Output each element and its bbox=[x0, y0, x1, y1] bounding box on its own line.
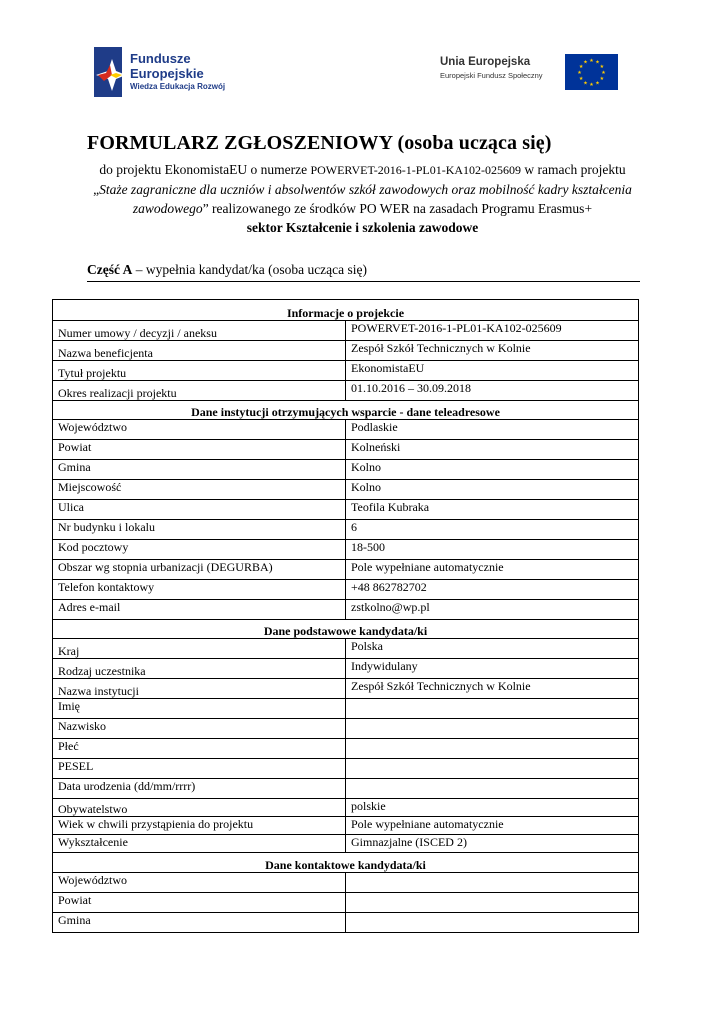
field-value[interactable]: Kolneński bbox=[346, 440, 639, 460]
field-value[interactable]: Pole wypełniane automatycznie bbox=[346, 560, 639, 580]
field-value[interactable] bbox=[346, 759, 639, 779]
section-a-label: Część A bbox=[87, 262, 133, 277]
table-row bbox=[53, 739, 639, 759]
field-value[interactable]: POWERVET-2016-1-PL01-KA102-025609 bbox=[346, 321, 639, 341]
fe-logo-text bbox=[130, 51, 225, 93]
section-a-text: wypełnia kandydat/ka (osoba ucząca się) bbox=[145, 262, 368, 277]
field-value[interactable] bbox=[346, 779, 639, 799]
field-value[interactable]: Kolno bbox=[346, 480, 639, 500]
field-value[interactable] bbox=[346, 739, 639, 759]
table-row bbox=[53, 600, 639, 620]
field-label: Nazwa instytucji bbox=[53, 679, 346, 699]
unia-europejska-logo bbox=[440, 52, 622, 92]
field-value[interactable] bbox=[346, 719, 639, 739]
field-value[interactable]: Teofila Kubraka bbox=[346, 500, 639, 520]
table-row bbox=[53, 560, 639, 580]
field-value[interactable]: zstkolno@wp.pl bbox=[346, 600, 639, 620]
field-value[interactable]: Kolno bbox=[346, 460, 639, 480]
project-number: POWERVET-2016-1-PL01-KA102-025609 bbox=[310, 163, 522, 177]
table-row bbox=[53, 381, 639, 401]
svg-text:★: ★ bbox=[595, 80, 600, 87]
svg-text:★: ★ bbox=[589, 58, 594, 64]
field-value[interactable]: EkonomistaEU bbox=[346, 361, 639, 381]
svg-text:★: ★ bbox=[595, 59, 600, 66]
svg-text:★: ★ bbox=[583, 80, 588, 87]
field-label: Nazwisko bbox=[53, 719, 346, 739]
candidate-basic-section-title: Dane podstawowe kandydata/ki bbox=[53, 620, 639, 639]
section-a-dash: – bbox=[132, 262, 146, 277]
field-value[interactable]: 01.10.2016 – 30.09.2018 bbox=[346, 381, 639, 401]
table-row bbox=[53, 361, 639, 381]
table-row bbox=[53, 719, 639, 739]
table-row bbox=[53, 520, 639, 540]
field-label: Wykształcenie bbox=[53, 835, 346, 853]
field-label: Województwo bbox=[53, 420, 346, 440]
field-label: Okres realizacji projektu bbox=[53, 381, 346, 401]
field-label: Data urodzenia (dd/mm/rrrr) bbox=[53, 779, 346, 799]
table-row bbox=[53, 659, 639, 679]
field-value[interactable] bbox=[346, 873, 639, 893]
field-value[interactable]: 18-500 bbox=[346, 540, 639, 560]
field-label: Imię bbox=[53, 699, 346, 719]
field-label: Gmina bbox=[53, 460, 346, 480]
eu-flag-icon bbox=[565, 54, 618, 90]
table-row bbox=[53, 913, 639, 933]
ue-line1: Unia Europejska bbox=[440, 56, 531, 68]
table-row bbox=[53, 460, 639, 480]
fe-line1: Fundusze bbox=[130, 51, 191, 66]
field-label: Wiek w chwili przystąpienia do projektu bbox=[53, 817, 346, 835]
field-value[interactable]: Gimnazjalne (ISCED 2) bbox=[346, 835, 639, 853]
field-value[interactable]: Pole wypełniane automatycznie bbox=[346, 817, 639, 835]
table-row bbox=[53, 873, 639, 893]
subtitle-part2: w ramach projektu bbox=[521, 162, 626, 177]
form-subtitle bbox=[80, 160, 645, 237]
field-label: Powiat bbox=[53, 440, 346, 460]
field-label: Obszar wg stopnia urbanizacji (DEGURBA) bbox=[53, 560, 346, 580]
field-value[interactable]: 6 bbox=[346, 520, 639, 540]
field-label: Województwo bbox=[53, 873, 346, 893]
svg-text:★: ★ bbox=[599, 64, 605, 70]
field-label: Adres e-mail bbox=[53, 600, 346, 620]
table-row bbox=[53, 759, 639, 779]
form-title: FORMULARZ ZGŁOSZENIOWY (osoba ucząca się) bbox=[87, 132, 552, 154]
field-value[interactable]: polskie bbox=[346, 799, 639, 817]
fe-line2: Europejskie bbox=[130, 66, 204, 81]
field-label: Telefon kontaktowy bbox=[53, 580, 346, 600]
subtitle-part3: ” realizowanego ze środków PO WER na zasadach Programu Erasmus+ bbox=[202, 201, 593, 216]
field-label: Ulica bbox=[53, 500, 346, 520]
field-label: Obywatelstwo bbox=[53, 799, 346, 817]
field-label: Nr budynku i lokalu bbox=[53, 520, 346, 540]
field-value[interactable] bbox=[346, 699, 639, 719]
table-row bbox=[53, 321, 639, 341]
field-label: Numer umowy / decyzji / aneksu bbox=[53, 321, 346, 341]
candidate-basic-section-header bbox=[53, 620, 639, 639]
field-label: Powiat bbox=[53, 893, 346, 913]
field-value[interactable] bbox=[346, 893, 639, 913]
table-row bbox=[53, 420, 639, 440]
section-a-heading bbox=[87, 262, 640, 282]
field-label: Rodzaj uczestnika bbox=[53, 659, 346, 679]
table-row bbox=[53, 540, 639, 560]
svg-text:★: ★ bbox=[599, 76, 605, 82]
field-value[interactable] bbox=[346, 913, 639, 933]
table-row bbox=[53, 699, 639, 719]
svg-text:★: ★ bbox=[601, 70, 606, 76]
candidate-contact-section-header bbox=[53, 853, 639, 873]
field-label: PESEL bbox=[53, 759, 346, 779]
field-label: Nazwa beneficjenta bbox=[53, 341, 346, 361]
field-value[interactable]: Polska bbox=[346, 639, 639, 659]
quote-open: „ bbox=[93, 182, 100, 197]
project-info-section-title: Informacje o projekcie bbox=[53, 300, 639, 321]
field-label: Kraj bbox=[53, 639, 346, 659]
form-table bbox=[52, 299, 639, 933]
table-row bbox=[53, 799, 639, 817]
institution-section-title: Dane instytucji otrzymujących wsparcie - dane teleadresowe bbox=[53, 401, 639, 420]
table-row bbox=[53, 679, 639, 699]
table-row bbox=[53, 480, 639, 500]
svg-text:★: ★ bbox=[589, 82, 594, 88]
candidate-contact-section-title: Dane kontaktowe kandydata/ki bbox=[53, 853, 639, 873]
fundusze-europejskie-logo bbox=[92, 45, 242, 99]
table-row bbox=[53, 779, 639, 799]
svg-text:★: ★ bbox=[578, 76, 584, 82]
svg-text:★: ★ bbox=[578, 64, 584, 70]
table-row bbox=[53, 440, 639, 460]
table-row bbox=[53, 817, 639, 835]
subtitle-part1: do projektu EkonomistaEU o numerze bbox=[99, 162, 311, 177]
field-label: Gmina bbox=[53, 913, 346, 933]
field-value[interactable]: Indywidulany bbox=[346, 659, 639, 679]
svg-text:★: ★ bbox=[583, 59, 588, 66]
field-label: Kod pocztowy bbox=[53, 540, 346, 560]
fe-line3: Wiedza Edukacja Rozwój bbox=[130, 82, 226, 91]
project-info-section-header bbox=[53, 300, 639, 321]
field-value[interactable]: Zespół Szkół Technicznych w Kolnie bbox=[346, 679, 639, 699]
ue-line2: Europejski Fundusz Społeczny bbox=[440, 71, 543, 80]
field-label: Płeć bbox=[53, 739, 346, 759]
ue-logo-text bbox=[440, 55, 543, 82]
table-row bbox=[53, 893, 639, 913]
fe-star-icon bbox=[92, 45, 128, 99]
field-label: Tytuł projektu bbox=[53, 361, 346, 381]
institution-section-header bbox=[53, 401, 639, 420]
table-row bbox=[53, 500, 639, 520]
project-name-italic: Staże zagraniczne dla uczniów i absolwentów szkół zawodowych oraz mobilność kadry kształcenia zawodowego bbox=[99, 182, 632, 216]
table-row bbox=[53, 341, 639, 361]
sector-label: sektor Kształcenie i szkolenia zawodowe bbox=[246, 220, 479, 235]
field-label: Miejscowość bbox=[53, 480, 346, 500]
table-row bbox=[53, 835, 639, 853]
table-row bbox=[53, 580, 639, 600]
field-value[interactable]: Podlaskie bbox=[346, 420, 639, 440]
table-row bbox=[53, 639, 639, 659]
svg-text:★: ★ bbox=[577, 70, 582, 76]
field-value[interactable]: +48 862782702 bbox=[346, 580, 639, 600]
field-value[interactable]: Zespół Szkół Technicznych w Kolnie bbox=[346, 341, 639, 361]
